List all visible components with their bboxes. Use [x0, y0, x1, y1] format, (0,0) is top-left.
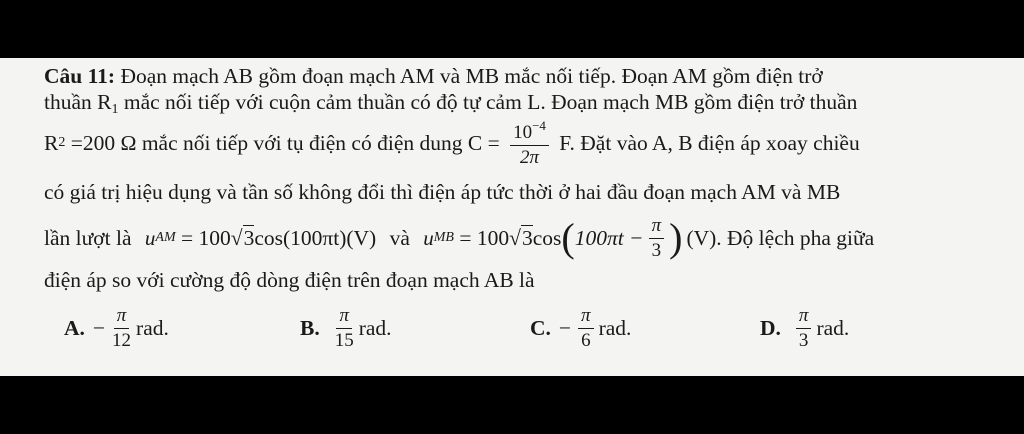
cap-denominator: 2π: [519, 146, 540, 168]
u-mb-subscript: MB: [433, 230, 454, 246]
answer-c-sign: −: [558, 315, 572, 340]
question-text-3: =200 Ω mắc nối tiếp với tụ điện có điện dung C =: [65, 130, 506, 155]
u-mb-cos: cos: [532, 225, 562, 250]
question-text-1: Đoạn mạch AB gồm đoạn mạch AM và MB mắc nối tiếp. Đoạn AM gồm điện trở: [120, 64, 823, 88]
question-text-3b: F. Đặt vào A, B điện áp xoay chiều: [553, 130, 860, 155]
question-text-2: mắc nối tiếp với cuộn cảm thuần có độ tự cảm L. Đoạn mạch MB gồm điện trở thuần: [118, 90, 858, 114]
left-paren: (: [561, 215, 575, 261]
sqrt-symbol-2: √3: [509, 225, 533, 250]
question-line-1: [44, 66, 823, 88]
answer-d-denominator: 3: [798, 329, 809, 351]
answer-a-numerator: π: [114, 306, 130, 329]
question-line-6: điện áp so với cường độ dòng điện trên đoạn mạch AB là: [44, 268, 535, 292]
answer-c-unit: rad.: [598, 315, 632, 340]
answer-a-unit: rad.: [136, 315, 169, 340]
text-thuan-r1: thuần R: [44, 90, 112, 114]
answer-b-unit: rad.: [358, 315, 392, 340]
u-mb-argument: 100πt −: [574, 225, 644, 250]
answer-a[interactable]: [64, 300, 169, 356]
question-line-4: có giá trị hiệu dụng và tần số không đổi thì điện áp tức thời ở hai đầu đoạn mạch AM và MB: [44, 180, 841, 204]
u-mb-root: 3: [521, 225, 533, 250]
answer-a-label: A.: [64, 315, 85, 340]
phase-numerator: π: [649, 216, 665, 239]
capacitance-fraction: [510, 119, 549, 168]
text-r2: R: [44, 130, 59, 155]
subscript-2: 2: [58, 135, 66, 151]
answer-b-label: B.: [300, 315, 320, 340]
answer-a-denominator: 12: [112, 329, 132, 351]
answer-d-unit: rad.: [816, 315, 850, 340]
phase-fraction: [649, 216, 665, 261]
right-paren: ): [669, 215, 683, 261]
text-va: và: [384, 225, 416, 250]
phase-denominator: 3: [651, 239, 662, 261]
answer-b-denominator: 15: [334, 329, 354, 351]
answer-c-fraction: [578, 306, 594, 351]
u-am-symbol: u: [144, 225, 156, 250]
u-mb-symbol: u: [423, 225, 434, 250]
answer-b-fraction: [335, 306, 354, 351]
answer-d-label: D.: [760, 315, 781, 340]
subscript-1: 1: [111, 102, 119, 117]
cap-numerator: 10: [513, 122, 533, 143]
answer-d-fraction: [796, 306, 812, 351]
question-number: Câu 11:: [44, 64, 116, 88]
u-am-root: 3: [243, 225, 255, 250]
answer-b[interactable]: [300, 300, 392, 356]
text-lan-luot-la: lần lượt là: [44, 225, 137, 250]
question-line-2: [44, 92, 857, 117]
answer-c-label: C.: [530, 315, 551, 340]
answer-c-numerator: π: [578, 306, 594, 329]
sqrt-symbol: √3: [230, 225, 255, 250]
question-line-5: [44, 216, 874, 261]
answer-options: [64, 300, 964, 356]
question-line-3: [44, 119, 860, 168]
answer-c[interactable]: [530, 300, 631, 356]
u-am-subscript: AM: [155, 230, 176, 246]
answer-c-denominator: 6: [581, 329, 591, 351]
u-am-expression: cos(100πt)(V): [254, 225, 377, 250]
u-am-amplitude: = 100: [175, 225, 231, 250]
answer-d[interactable]: [760, 300, 849, 356]
answer-a-fraction: [112, 306, 131, 351]
u-mb-amplitude: = 100: [453, 225, 510, 250]
cap-exponent: −4: [532, 118, 546, 133]
answer-d-numerator: π: [796, 306, 812, 329]
answer-a-sign: −: [92, 315, 106, 340]
answer-b-numerator: π: [336, 306, 352, 329]
u-mb-unit-text: (V). Độ lệch pha giữa: [686, 225, 875, 250]
